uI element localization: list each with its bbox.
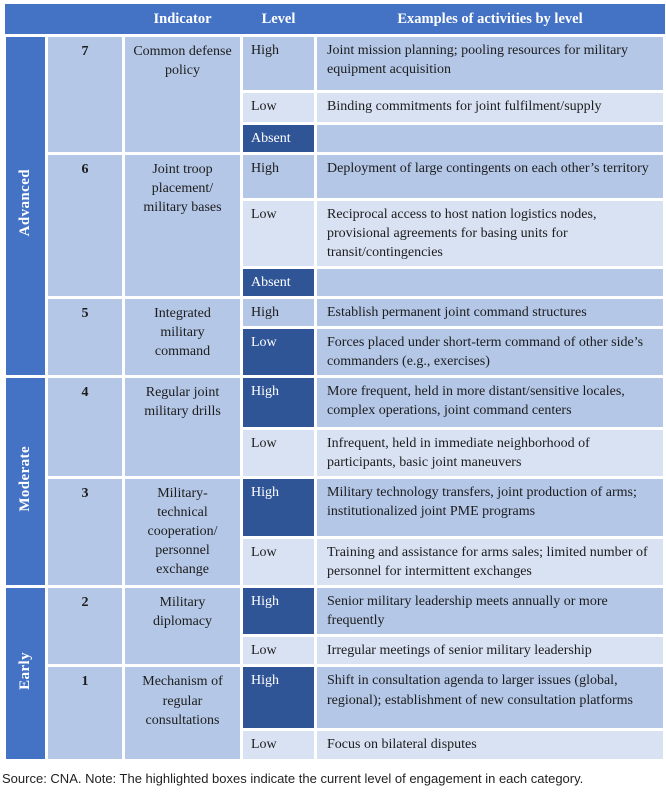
example-cell: Military technology transfers, joint production of arms; institutionalized joint PME programs [316, 478, 665, 538]
indicator-name: Common defense policy [124, 36, 242, 154]
stage-label-moderate [5, 377, 47, 587]
stage-label-advanced [5, 36, 47, 377]
example-cell: Deployment of large contingents on each other’s territory [316, 154, 665, 200]
example-cell: Irregular meetings of senior military leadership [316, 636, 665, 666]
level-cell-highlighted: Low [242, 328, 316, 377]
indicator-name: Military-technical cooperation/ personnel exchange [124, 478, 242, 587]
example-cell: Focus on bilateral disputes [316, 730, 665, 760]
level-cell-highlighted: Absent [242, 124, 316, 154]
level-cell: High [242, 298, 316, 328]
level-cell: Low [242, 538, 316, 587]
level-cell: Low [242, 636, 316, 666]
table-row [5, 478, 665, 538]
stage-label-text: Moderate [17, 445, 34, 512]
indicator-number: 3 [47, 478, 124, 587]
example-cell: Binding commitments for joint fulfilment/supply [316, 92, 665, 124]
table-row [5, 298, 665, 328]
level-cell: High [242, 154, 316, 200]
table-row [5, 36, 665, 92]
level-cell-highlighted: High [242, 666, 316, 730]
level-cell: Low [242, 429, 316, 478]
header-indicator: Indicator [124, 4, 242, 36]
example-cell: Reciprocal access to host nation logistics nodes, provisional agreements for basing units for transit/contingencies [316, 200, 665, 268]
indicator-name: Regular joint military drills [124, 377, 242, 478]
table-row [5, 154, 665, 200]
header-blank-cell [5, 4, 124, 36]
indicator-number: 4 [47, 377, 124, 478]
example-cell: Shift in consultation agenda to larger issues (global, regional); establishment of new consultation platforms [316, 666, 665, 730]
example-cell: Senior military leadership meets annually or more frequently [316, 587, 665, 636]
level-cell: Low [242, 92, 316, 124]
indicator-number: 7 [47, 36, 124, 154]
engagement-levels-table [3, 4, 666, 762]
header-examples: Examples of activities by level [316, 4, 665, 36]
source-note: Source: CNA. Note: The highlighted boxes indicate the current level of engagement in each category. [2, 770, 584, 786]
level-cell: Low [242, 730, 316, 760]
level-cell: High [242, 36, 316, 92]
indicator-name: Joint troop placement/ military bases [124, 154, 242, 298]
level-cell: Low [242, 200, 316, 268]
example-cell: Infrequent, held in immediate neighborhood of participants, basic joint maneuvers [316, 429, 665, 478]
level-cell-highlighted: High [242, 478, 316, 538]
level-cell-highlighted: Absent [242, 268, 316, 298]
level-cell-highlighted: High [242, 587, 316, 636]
table-row [5, 666, 665, 730]
indicator-number: 6 [47, 154, 124, 298]
stage-label-text: Advanced [17, 169, 34, 237]
example-cell: Joint mission planning; pooling resources for military equipment acquisition [316, 36, 665, 92]
table-row [5, 587, 665, 636]
header-row [5, 4, 665, 36]
example-cell: Training and assistance for arms sales; limited number of personnel for intermittent exchanges [316, 538, 665, 587]
header-level: Level [242, 4, 316, 36]
example-cell [316, 268, 665, 298]
example-cell: Forces placed under short-term command of other side’s commanders (e.g., exercises) [316, 328, 665, 377]
example-cell: More frequent, held in more distant/sensitive locales, complex operations, joint command centers [316, 377, 665, 429]
indicator-number: 5 [47, 298, 124, 377]
table-row [5, 377, 665, 429]
stage-label-text: Early [17, 651, 34, 690]
indicator-name: Integrated military command [124, 298, 242, 377]
indicator-name: Mechanism of regular consultations [124, 666, 242, 760]
indicator-number: 2 [47, 587, 124, 666]
example-cell [316, 124, 665, 154]
indicator-name: Military diplomacy [124, 587, 242, 666]
example-cell: Establish permanent joint command structures [316, 298, 665, 328]
indicator-number: 1 [47, 666, 124, 760]
stage-label-early [5, 587, 47, 760]
level-cell-highlighted: High [242, 377, 316, 429]
